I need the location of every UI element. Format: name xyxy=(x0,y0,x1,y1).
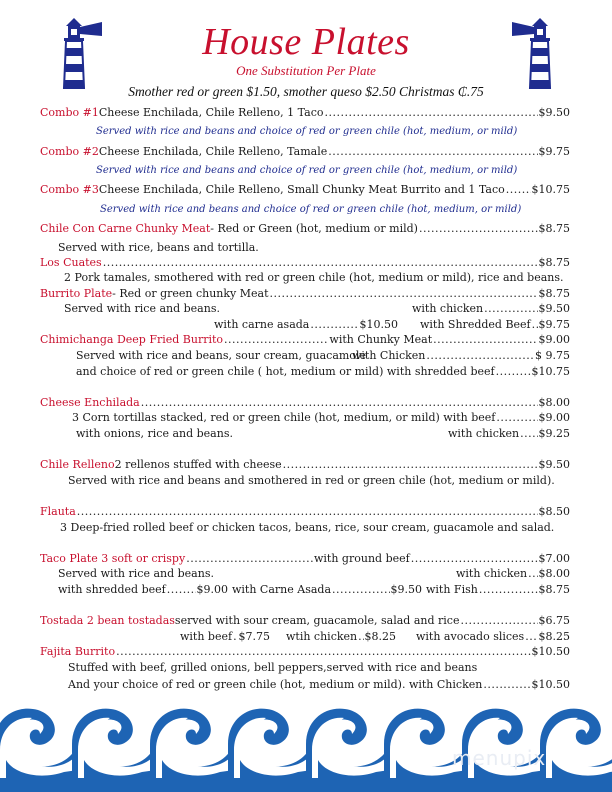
watermark: menupix xyxy=(452,746,547,770)
option-price: $8.75 xyxy=(538,583,570,596)
option-price: $10.75 xyxy=(531,365,570,378)
item-name: Combo #2 xyxy=(40,145,99,158)
item-price: $10.50 xyxy=(531,645,570,658)
option-label: with chicken xyxy=(456,567,528,580)
item-name: Flauta xyxy=(40,505,76,518)
item-desc: served with sour cream, guacamole, salad and rice xyxy=(174,614,460,627)
option-label: with avocado slices xyxy=(416,630,525,643)
option-price: $8.25 xyxy=(538,630,570,643)
item-name: Tostada 2 bean tostadas xyxy=(40,614,175,627)
option-label: with chicken xyxy=(412,302,484,315)
item-note: Served with rice, beans and tortilla. xyxy=(58,241,259,254)
option-shredded-beef xyxy=(58,583,228,596)
item-note: and choice of red or green chile ( hot, medium or mild) with shredded beef xyxy=(76,365,495,378)
menu-item-combo-2 xyxy=(40,145,570,158)
item-name: Burrito Plate xyxy=(40,287,113,300)
page-subtitle: One Substitution Per Plate xyxy=(236,63,376,78)
item-note: Served with rice and beans. xyxy=(64,302,220,315)
item-desc: Cheese Enchilada, Chile Relleno, 1 Taco xyxy=(98,106,324,119)
item-note: 3 Corn tortillas stacked, red or green chile (hot, medium, or mild) with beef xyxy=(72,411,496,424)
option-label: with Chicken xyxy=(352,349,426,362)
item-name: Chile Relleno xyxy=(40,458,115,471)
item-note: And your choice of red or green chile (hot, medium or mild). with Chicken xyxy=(68,678,483,691)
item-name: Combo #3 xyxy=(40,183,99,196)
item-price: $6.75 xyxy=(538,614,570,627)
option-price: $9.50 xyxy=(538,302,570,315)
item-note: Served with rice and beans. xyxy=(58,567,214,580)
option-beef xyxy=(72,411,570,424)
option-chicken xyxy=(286,630,396,643)
option-label: with Shredded Beef xyxy=(420,318,531,331)
option-price: $9.00 xyxy=(196,583,228,596)
option-price: $7.75 xyxy=(238,630,270,643)
item-note: 3 Deep-fried rolled beef or chicken tacos, beans, rice, sour cream, guacamole and salad. xyxy=(60,521,555,534)
item-name: Chile Con Carne Chunky Meat xyxy=(40,222,211,235)
menu-item-burrito-plate xyxy=(40,287,570,300)
item-note: Served with rice and beans and choice of red or green chile (hot, medium, or mild) xyxy=(96,126,518,137)
menu-item-chile-relleno xyxy=(40,458,570,471)
option-label: with chicken xyxy=(448,427,520,440)
item-price: $9.50 xyxy=(538,106,570,119)
item-price: $9.50 xyxy=(538,458,570,471)
option-label: with Fish xyxy=(426,583,478,596)
menu-item-fajita-burrito xyxy=(40,645,570,658)
item-price: $8.75 xyxy=(538,222,570,235)
option-label: with carne asada xyxy=(214,318,310,331)
menu-item-chile-con-carne xyxy=(40,222,570,235)
option-shredded-beef xyxy=(76,365,570,378)
option-carne-asada xyxy=(232,583,422,596)
option-chicken xyxy=(68,678,570,691)
item-price: $8.75 xyxy=(538,256,570,269)
item-price: $8.75 xyxy=(538,287,570,300)
menu-item-taco-plate xyxy=(40,552,570,565)
option-price: $10.50 xyxy=(531,678,570,691)
menu-item-chimichanga xyxy=(40,333,570,346)
option-price: $9.75 xyxy=(538,318,570,331)
item-note: Served with rice and beans and choice of red or green chile (hot, medium, or mild) xyxy=(100,204,522,215)
option-fish xyxy=(426,583,570,596)
item-name: Chimichanga Deep Fried Burrito xyxy=(40,333,224,346)
option-chicken xyxy=(352,349,570,362)
option-label: wtih chicken xyxy=(286,630,358,643)
item-note: Served with rice and beans, sour cream, guacamole xyxy=(76,349,366,362)
option-price: $ 9.75 xyxy=(535,349,570,362)
option-price: $9.00 xyxy=(538,411,570,424)
item-price: $9.00 xyxy=(538,333,571,346)
option-label: with ground beef xyxy=(314,552,410,565)
option-label: with Chunky Meat xyxy=(329,333,433,346)
option-price: $10.50 xyxy=(359,318,398,331)
option-price: $8.00 xyxy=(538,567,570,580)
option-price: $9.50 xyxy=(390,583,422,596)
menu-item-combo-1 xyxy=(40,106,570,119)
item-price: $10.75 xyxy=(531,183,570,196)
option-label: with shredded beef xyxy=(58,583,166,596)
item-name: Taco Plate 3 soft or crispy xyxy=(40,552,186,565)
surcharge-note: Smother red or green $1.50, smother queso $2.50 Christmas ₵.75 xyxy=(128,84,484,99)
item-name: Los Cuates xyxy=(40,256,102,269)
option-label: with beef xyxy=(180,630,233,643)
item-note: Served with rice and beans and smothered in red or green chile (hot, medium or mild). xyxy=(68,474,555,487)
option-price: $9.25 xyxy=(538,427,570,440)
item-name: Fajita Burrito xyxy=(40,645,116,658)
page-title: House Plates xyxy=(202,21,410,63)
item-price: $9.75 xyxy=(538,145,570,158)
option-avocado xyxy=(416,630,570,643)
menu-item-flauta xyxy=(40,505,570,518)
item-desc: - Red or green chunky Meat xyxy=(112,287,269,300)
item-desc: Cheese Enchilada, Chile Relleno, Tamale xyxy=(98,145,328,158)
option-shredded-beef xyxy=(420,318,570,331)
item-desc: Cheese Enchilada, Chile Relleno, Small Chunky Meat Burrito and 1 Taco xyxy=(98,183,505,196)
item-price: $8.00 xyxy=(538,396,570,409)
menu-item-cheese-enchilada xyxy=(40,396,570,409)
item-price: $8.50 xyxy=(538,505,570,518)
option-beef xyxy=(180,630,270,643)
menu-item-combo-3 xyxy=(40,183,570,196)
item-price: $7.00 xyxy=(538,552,570,565)
option-carne-asada xyxy=(214,318,398,331)
option-price: $8.25 xyxy=(364,630,396,643)
option-label: with Carne Asada xyxy=(232,583,332,596)
item-note: Served with rice and beans and choice of red or green chile (hot, medium, or mild) xyxy=(96,165,518,176)
item-note: with onions, rice and beans. xyxy=(76,427,233,440)
item-name: Cheese Enchilada xyxy=(40,396,140,409)
item-desc: - Red or Green (hot, medium or mild) xyxy=(210,222,418,235)
item-note: Stuffed with beef, grilled onions, bell peppers,served with rice and beans xyxy=(68,661,478,674)
menu-item-tostada xyxy=(40,614,570,627)
option-chicken xyxy=(448,427,570,440)
option-chicken xyxy=(456,567,570,580)
item-name: Combo #1 xyxy=(40,106,99,119)
option-chicken xyxy=(412,302,570,315)
item-desc: 2 rellenos stuffed with cheese xyxy=(114,458,282,471)
menu-item-los-cuates xyxy=(40,256,570,269)
item-note: 2 Pork tamales, smothered with red or green chile (hot, medium or mild), rice and beans. xyxy=(64,271,564,284)
